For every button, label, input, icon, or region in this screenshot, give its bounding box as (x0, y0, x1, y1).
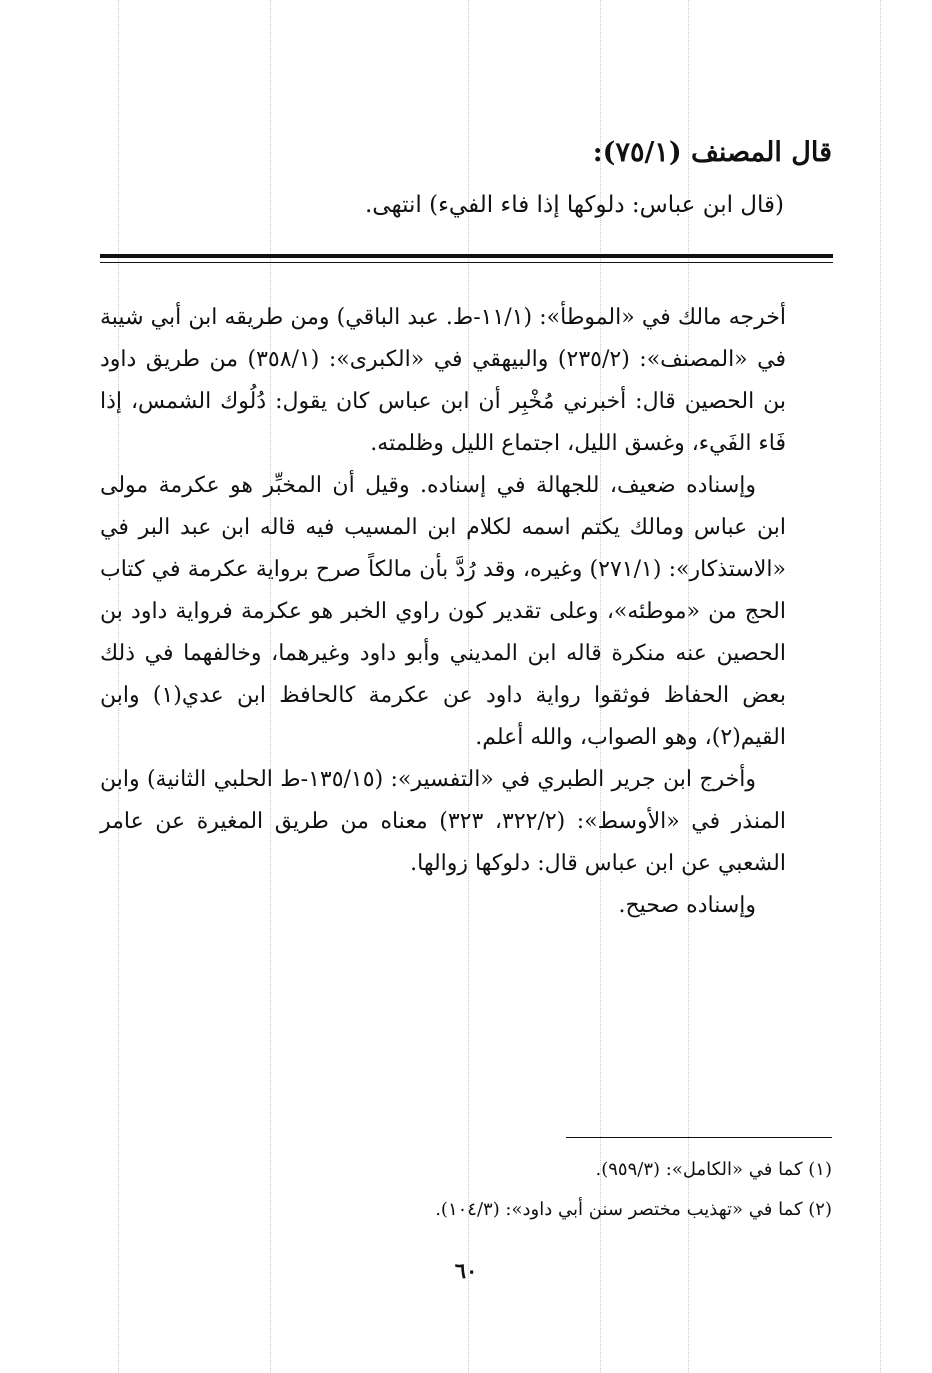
footnotes (132, 1150, 832, 1230)
footnote-2: (٢) كما في «تهذيب مختصر سنن أبي داود»: (١٠٤/٣). (435, 1199, 832, 1220)
scan-guide-line (880, 0, 881, 1373)
footnote-1: (١) كما في «الكامل»: (٩٥٩/٣). (595, 1159, 832, 1180)
paragraph-isnad-weak: وإسناده ضعيف، للجهالة في إسناده. وقيل أن المخبِّر هو عكرمة مولى ابن عباس ومالك يكتم اسمه لكلام ابن المسيب فيه قاله ابن عبد البر في «الاستذكار»: (٢٧١/١) وغيره، وقد رُدَّ بأن مالكاً صرح برواية عكرمة في كتاب الحج من «موطئه»، وعلى تقدير كون راوي الخبر هو عكرمة فرواية داود بن الحصين عنه منكرة قاله ابن المديني وأبو داود وغيرهما، وخالفهما في ذلك بعض الحفاظ فوثقوا رواية داود عن عكرمة كالحافظ ابن عدي(١) وابن القيم(٢)، وهو الصواب، والله أعلم. (100, 473, 786, 750)
body-text (100, 297, 786, 927)
footnote-separator (566, 1137, 832, 1138)
page-number: ٦٠ (454, 1258, 478, 1283)
paragraph-takhrij: أخرجه مالك في «الموطأ»: (١١/١-ط. عبد الباقي) ومن طريقه ابن أبي شيبة في «المصنف»: (٢٣٥/٢) والبيهقي في «الكبرى»: (٣٥٨/١) من طريق داود بن الحصين قال: أخبرني مُخْبِر أن ابن عباس كان يقول: دُلُوك الشمس، إذا فَاء الفَيء، وغسق الليل، اجتماع الليل وظلمته. (100, 305, 787, 456)
paragraph-isnad-sahih: وإسناده صحيح. (618, 893, 756, 918)
section-heading: قال المصنف (٧٥/١): (592, 137, 832, 168)
paragraph-tabari: وأخرج ابن جرير الطبري في «التفسير»: (١٣٥/١٥-ط الحلبي الثانية) وابن المنذر في «الأوسط»: (٣٢٢/٢، ٣٢٣) معناه من طريق المغيرة عن عامر الشعبي عن ابن عباس قال: دلوكها زوالها. (100, 767, 787, 876)
quoted-text: (قال ابن عباس: دلوكها إذا فاء الفيء) انتهى. (365, 192, 784, 218)
double-rule-thin (100, 262, 833, 263)
double-rule-thick (100, 254, 833, 258)
